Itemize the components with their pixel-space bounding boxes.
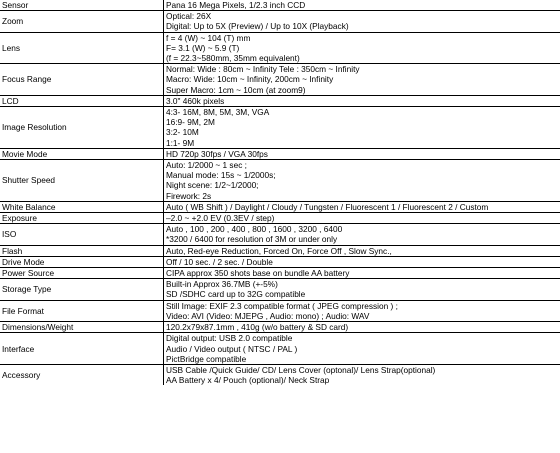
spec-label: Flash <box>0 245 164 256</box>
spec-label: White Balance <box>0 201 164 212</box>
spec-value-line: Firework: 2s <box>166 190 212 201</box>
spec-value <box>164 64 560 96</box>
spec-value-line: F= 3.1 (W) ~ 5.9 (T) <box>166 42 240 53</box>
spec-label: Lens <box>0 32 164 64</box>
spec-value-line: Night scene: 1/2~1/2000; <box>166 180 259 191</box>
spec-value <box>164 268 560 279</box>
spec-label: Accessory <box>0 364 164 385</box>
spec-value <box>164 0 560 11</box>
spec-value-line: Auto, Red-eye Reduction, Forced On, Force Off , Slow Sync., <box>166 245 392 256</box>
spec-row <box>0 148 560 159</box>
spec-value-line: 1:1- 9M <box>166 137 195 148</box>
spec-label: Image Resolution <box>0 107 164 149</box>
spec-row <box>0 268 560 279</box>
spec-row <box>0 279 560 300</box>
spec-label: Zoom <box>0 11 164 32</box>
spec-value-line: Auto ( WB Shift ) / Daylight / Cloudy / Tungsten / Fluorescent 1 / Fluorescent 2 / Custom <box>166 201 489 212</box>
spec-value <box>164 11 560 32</box>
spec-row <box>0 213 560 224</box>
spec-label: Power Source <box>0 268 164 279</box>
spec-value-line: Manual mode: 15s ~ 1/2000s; <box>166 170 276 181</box>
spec-row <box>0 245 560 256</box>
spec-label: Dimensions/Weight <box>0 322 164 333</box>
spec-value <box>164 107 560 149</box>
spec-label: Drive Mode <box>0 256 164 267</box>
spec-value-line: Optical: 26X <box>166 11 212 22</box>
spec-value-line: 120.2x79x87.1mm , 410g (w/o battery & SD card) <box>166 322 349 333</box>
spec-value-line: Video: AVI (Video: MJEPG , Audio: mono) ; Audio: WAV <box>166 310 370 321</box>
spec-value-line: SD /SDHC card up to 32G compatible <box>166 289 306 300</box>
spec-label: File Format <box>0 300 164 321</box>
spec-value-line: Still Image: EXIF 2.3 compatible format ( JPEG compression ) ; <box>166 300 398 311</box>
spec-label: Interface <box>0 333 164 365</box>
spec-value <box>164 201 560 212</box>
spec-value-line: Audio / Video output ( NTSC / PAL ) <box>166 343 298 354</box>
spec-value-line: Super Macro: 1cm ~ 10cm (at zoom9) <box>166 84 306 95</box>
spec-value <box>164 256 560 267</box>
spec-value-line: Digital output: USB 2.0 compatible <box>166 333 293 344</box>
spec-label: Movie Mode <box>0 148 164 159</box>
spec-value <box>164 300 560 321</box>
spec-row <box>0 224 560 245</box>
spec-value <box>164 364 560 385</box>
spec-value-line: HD 720p 30fps / VGA 30fps <box>166 148 268 159</box>
spec-label: Storage Type <box>0 279 164 300</box>
spec-row <box>0 95 560 106</box>
spec-value <box>164 213 560 224</box>
spec-row <box>0 107 560 149</box>
spec-value <box>164 279 560 300</box>
spec-value-line: 3.0" 460k pixels <box>166 95 225 106</box>
spec-value <box>164 322 560 333</box>
spec-row <box>0 0 560 11</box>
spec-row <box>0 364 560 385</box>
spec-value-line: Pana 16 Mega Pixels, 1/2.3 inch CCD <box>166 0 306 10</box>
spec-label: LCD <box>0 95 164 106</box>
spec-label: Sensor <box>0 0 164 11</box>
spec-value-line: 4:3- 16M, 8M, 5M, 3M, VGA <box>166 107 270 118</box>
spec-value <box>164 95 560 106</box>
spec-value <box>164 333 560 365</box>
spec-value-line: USB Cable /Quick Guide/ CD/ Lens Cover (optonal)/ Lens Strap(optional) <box>166 364 436 375</box>
spec-label: ISO <box>0 224 164 245</box>
spec-label: Exposure <box>0 213 164 224</box>
spec-value-line: (f = 22.3~580mm, 35mm equivalent) <box>166 53 300 64</box>
spec-row <box>0 333 560 365</box>
spec-value-line: Normal: Wide : 80cm ~ Infinity Tele : 350cm ~ Infinity <box>166 64 360 75</box>
spec-row <box>0 201 560 212</box>
spec-value <box>164 148 560 159</box>
spec-value <box>164 224 560 245</box>
spec-label: Shutter Speed <box>0 160 164 202</box>
spec-value-line: f = 4 (W) ~ 104 (T) mm <box>166 32 251 43</box>
spec-value-line: 16:9- 9M, 2M <box>166 117 215 128</box>
spec-row <box>0 322 560 333</box>
spec-value-line: *3200 / 6400 for resolution of 3M or under only <box>166 234 338 245</box>
spec-value <box>164 245 560 256</box>
spec-value-line: Digital: Up to 5X (Preview) / Up to 10X (Playback) <box>166 21 349 32</box>
spec-value-line: PictBridge compatible <box>166 353 247 364</box>
spec-value-line: Auto , 100 , 200 , 400 , 800 , 1600 , 3200 , 6400 <box>166 224 343 235</box>
spec-value-line: Built-in Approx 36.7MB (+-5%) <box>166 279 278 290</box>
spec-value-line: 3:2- 10M <box>166 127 199 138</box>
spec-value-line: Auto: 1/2000 ~ 1 sec ; <box>166 160 247 171</box>
spec-row <box>0 11 560 32</box>
spec-value <box>164 32 560 64</box>
spec-value-line: CIPA approx 350 shots base on bundle AA battery <box>166 268 350 279</box>
spec-row <box>0 64 560 96</box>
spec-row <box>0 160 560 202</box>
spec-value-line: Off / 10 sec. / 2 sec. / Double <box>166 256 273 267</box>
spec-value <box>164 160 560 202</box>
spec-value-line: –2.0 ~ +2.0 EV (0.3EV / step) <box>166 213 275 224</box>
spec-row <box>0 300 560 321</box>
spec-row <box>0 256 560 267</box>
spec-value-line: AA Battery x 4/ Pouch (optional)/ Neck Strap <box>166 375 330 386</box>
spec-label: Focus Range <box>0 64 164 96</box>
spec-row <box>0 32 560 64</box>
spec-value-line: Macro: Wide: 10cm ~ Infinity, 200cm ~ Infinity <box>166 74 334 85</box>
